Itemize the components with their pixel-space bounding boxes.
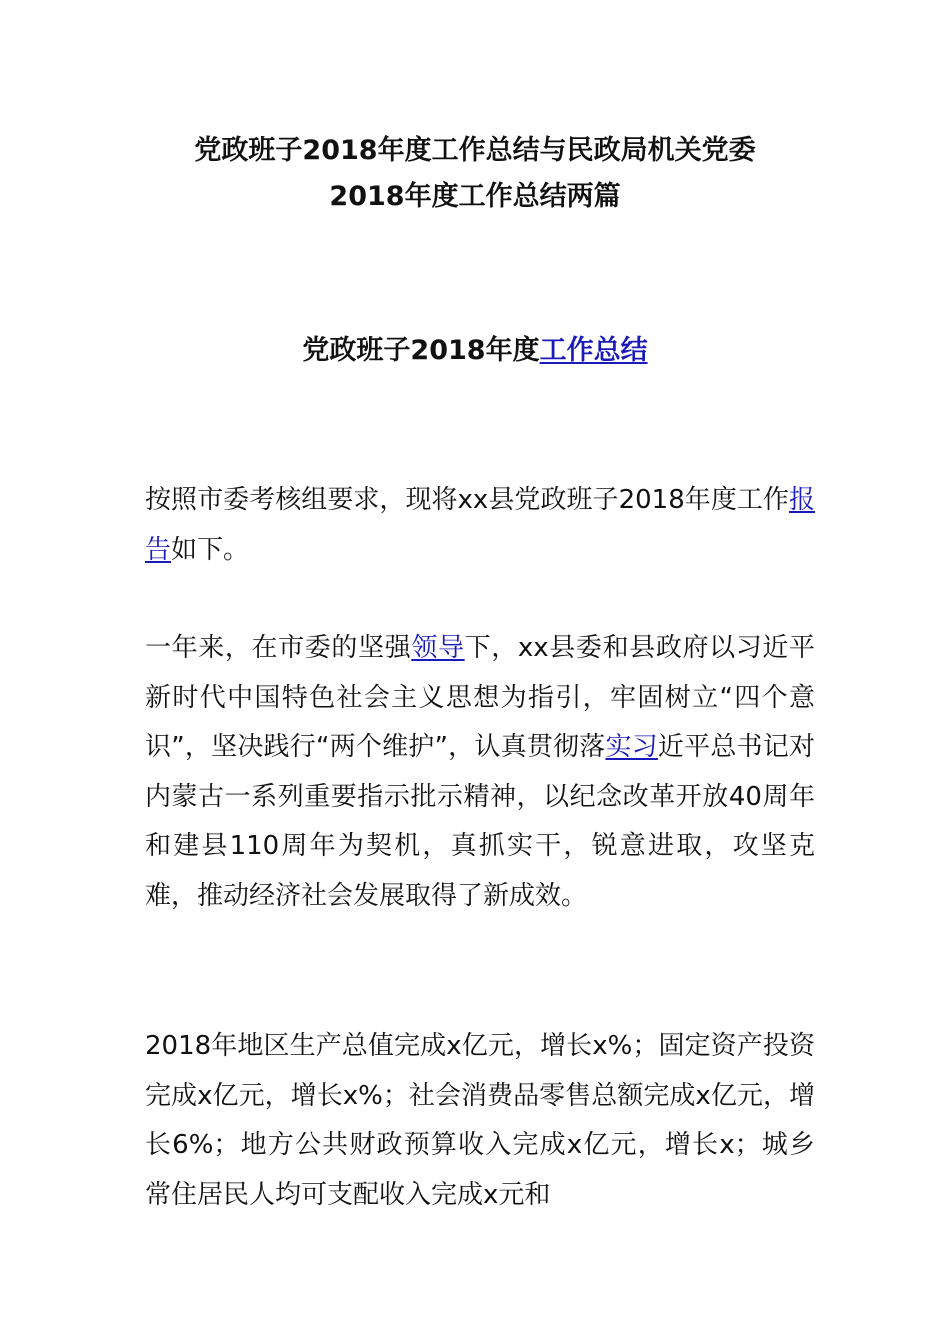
paragraph-overview-text-3: 近平总书记对内蒙古一系列重要指示批示精神，以纪念改革开放40周年和建县110周年为契机，真抓实干，锐意进取，攻坚克难，推动经济社会发展取得了新成效。 [145, 732, 815, 911]
section-title-link[interactable]: 工作总结 [539, 335, 648, 366]
document-title-line-2: 2018年度工作总结两篇 [329, 181, 621, 212]
document-title-line-1: 党政班子2018年度工作总结与民政局机关党委 [194, 135, 756, 166]
internship-link[interactable]: 实习 [605, 732, 658, 762]
paragraph-intro-text-1: 按照市委考核组要求，现将xx县党政班子2018年度工作 [145, 485, 789, 515]
section-title-prefix: 党政班子2018年度 [302, 335, 540, 366]
paragraph-intro [145, 476, 815, 575]
paragraph-overview-text-1: 一年来，在市委的坚强 [145, 633, 412, 663]
leadership-link[interactable]: 领导 [411, 633, 465, 663]
paragraph-statistics-text: 2018年地区生产总值完成x亿元，增长x%；固定资产投资完成x亿元，增长x%；社会消费品零售总额完成x亿元，增长6%；地方公共财政预算收入完成x亿元，增长x；城乡常住居民人均可支配收入完成x元和 [145, 1031, 815, 1210]
paragraph-statistics [145, 1022, 815, 1220]
paragraph-overview [145, 624, 815, 921]
document-title [100, 128, 850, 220]
paragraph-overview-text-2: 下，xx县委和县政府以习近平新时代中国特色社会主义思想为指引，牢固树立“四个意识”，坚决践行“两个维护”，认真贯彻落 [145, 633, 815, 762]
section-title [100, 328, 850, 374]
report-link[interactable]: 报告 [145, 485, 815, 565]
paragraph-intro-text-2: 如下。 [171, 534, 250, 565]
